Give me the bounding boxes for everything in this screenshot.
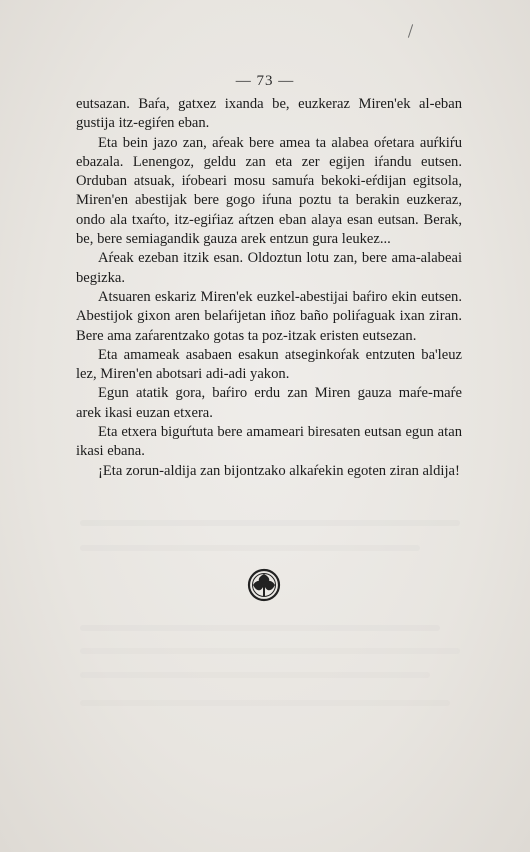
paragraph: Eta amameak asabaen esakun atseginkoŕak entzuten ba'leuz lez, Miren'en abotsari adi-adi yakon.	[76, 346, 462, 383]
paragraph: eutsazan. Baŕa, gatxez ixanda be, euzkeraz Miren'ek al-eban gustija itz-egiŕen eban.	[76, 96, 462, 132]
page-number: — 73 —	[235, 73, 295, 89]
show-through	[80, 672, 430, 678]
paragraph: Atsuaren eskariz Miren'ek euzkel-abestijai baŕiro ekin eutsen. Abestijok gixon aren belaŕijetan iñoz baño poliŕaguak ixan ziran. Bere ama zaŕarentzako gotas ta poz-itzak eristen eutsezan.	[76, 288, 462, 344]
body-text	[76, 95, 462, 481]
paragraph: Eta etxera biguŕtuta bere amameari biresaten eutsan egun atan ikasi ebana.	[76, 424, 462, 460]
show-through	[80, 520, 460, 526]
show-through	[80, 648, 460, 654]
show-through	[80, 545, 420, 551]
ornament-icon	[247, 568, 281, 602]
paragraph: Egun atatik gora, baŕiro erdu zan Miren gauza maŕe-maŕe arek ikasi euzan etxera.	[76, 385, 462, 421]
paragraph: Aŕeak ezeban itzik esan. Oldoztun lotu zan, bere ama-alabeai begizka.	[76, 250, 462, 286]
stray-pen-mark	[408, 24, 413, 38]
paragraph: Eta bein jazo zan, aŕeak bere amea ta alabea oŕetara auŕkiŕu ebazala. Lenengoz, geldu zan eta zer egijen iŕandu eutsen. Orduban atsuak, iŕobeari mosu samuŕa bekoki-eŕdijan egitsola, Miren'en abestijak bere gogo iŕuna poztu ta berakin euzkeraz, ondo ala txaŕto, itz-egiŕiaz aŕtzen eban alaya esan eutsan. Berak, be, bere semiagandik gauza arek entzun gura leukez...	[76, 134, 462, 248]
paragraph: ¡Eta zorun-aldija zan bijontzako alkaŕekin egoten ziran aldija!	[98, 462, 460, 479]
show-through	[80, 625, 440, 631]
show-through	[80, 700, 450, 706]
